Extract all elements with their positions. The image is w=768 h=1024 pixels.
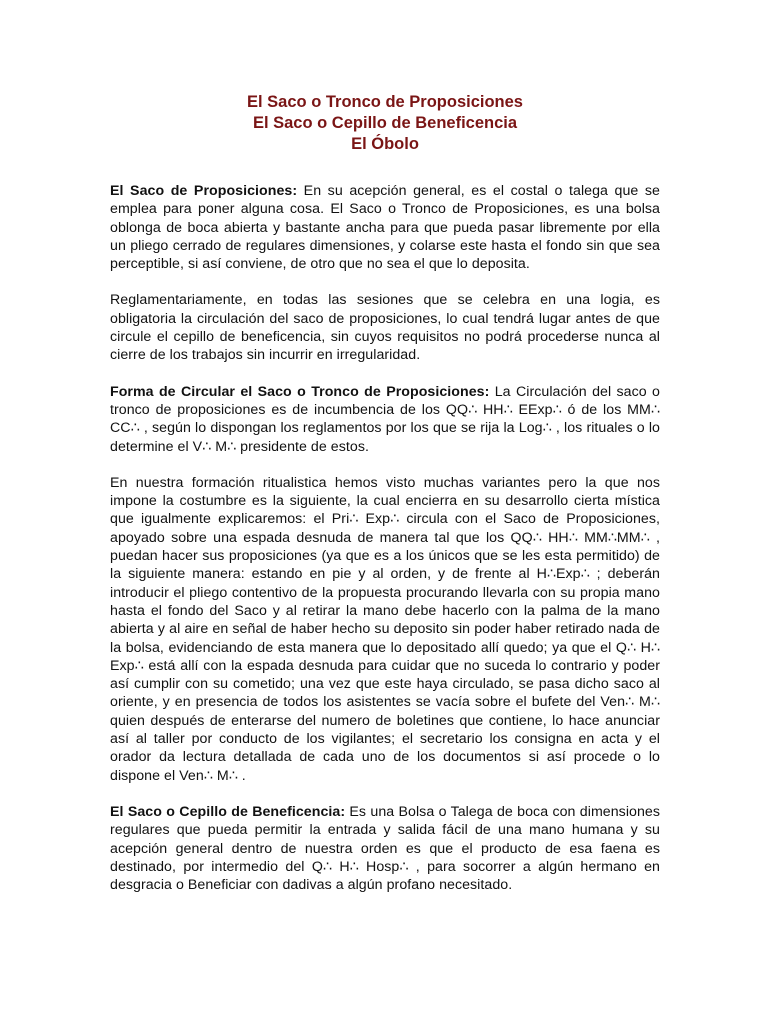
paragraph-saco-proposiciones [110,182,660,273]
paragraph-forma-circular [110,383,660,456]
paragraph-text: En nuestra formación ritualistica hemos visto muchas variantes pero la que nos impone la costumbre es la siguiente, la cual encierra en su desarrollo cierta mística que igualmente explicaremos: el Pri∴ Exp∴ circula con el Saco de Proposiciones, apoyado sobre una espada desnuda de manera tal que los QQ∴ HH∴ MM∴MM∴ , puedan hacer sus proposiciones (ya que es a los únicos que se les esta permitido) de la siguiente manera: estando en pie y al orden, y de frente al H∴Exp∴ ; deberán introducir el pliego contentivo de la propuesta procurando llevarla con su propia mano hasta el fondo del Saco y al retirar la mano debe hacerlo con la palma de la mano abierta y al aire en señal de haber hecho su deposito sin poder haber retirado nada de la bolsa, evidenciando de esta manera que lo depositado allí quedo; ya que el Q∴ H∴ Exp∴ está allí con la espada desnuda para cuidar que no suceda lo contrario y poder así cumplir con su cometido; una vez que este haya circulado, se pasa dicho saco al oriente, y en presencia de todos los asistentes se vacía sobre el bufete del Ven∴ M∴ quien después de enterarse del numero de boletines que contiene, lo hace anunciar así al taller por conducto de los vigilantes; el secretario los consigna en acta y el orador da lectura detallada de cada uno de los documentos si así procede o lo dispone el Ven∴ M∴ . [110,474,660,784]
title-line-3: El Óbolo [351,135,419,153]
paragraph-cepillo-beneficencia [110,803,660,894]
title-line-2: El Saco o Cepillo de Beneficencia [252,114,518,132]
paragraph-text: Es una Bolsa o Talega de boca con dimensiones regulares que pueda permitir la entrada y salida fácil de una mano humana y su acepción general dentro de nuestra orden es que el producto de esa faena es destinado, por intermedio del Q∴ H∴ Hosp∴ , para socorrer a algún hermano en desgracia o Beneficiar con dadivas a algún profano necesitado. [110,803,660,894]
paragraph-reglamentariamente [110,291,660,364]
document-page [110,92,660,912]
title-line-1: El Saco o Tronco de Proposiciones [247,93,523,111]
paragraph-text: En su acepción general, es el costal o talega que se emplea para poner alguna cosa. El Saco o Tronco de Proposiciones, es una bolsa oblonga de boca abierta y bastante ancha para que pueda pasar libremente por ella un pliego cerrado de regulares dimensiones, y colarse este hasta el fondo sin que sea perceptible, si así conviene, de otro que no sea el que lo deposita. [110,183,660,273]
paragraph-text: La Circulación del saco o tronco de proposiciones es de incumbencia de los QQ∴ HH∴ EExp∴ ó de los MM∴ CC∴ , según lo dispongan los reglamentos por los que se rija la Log∴ , los rituales o lo determine el V∴ M∴ presidente de estos. [110,383,660,455]
paragraph-formacion-ritualistica [110,474,660,785]
paragraph-text: Reglamentariamente, en todas las sesiones que se celebra en una logia, es obligatoria la circulación del saco de proposiciones, lo cual tendrá lugar antes de que circule el cepillo de beneficencia, sin cuyos requisitos no podrá procederse nunca al cierre de los trabajos sin incurrir en irregularidad. [110,292,660,364]
document-titles [110,92,660,155]
paragraph-lead: Forma de Circular el Saco o Tronco de Proposiciones: [110,383,490,400]
paragraph-lead: El Saco o Cepillo de Beneficencia: [110,803,346,820]
paragraph-lead: El Saco de Proposiciones: [110,183,298,199]
